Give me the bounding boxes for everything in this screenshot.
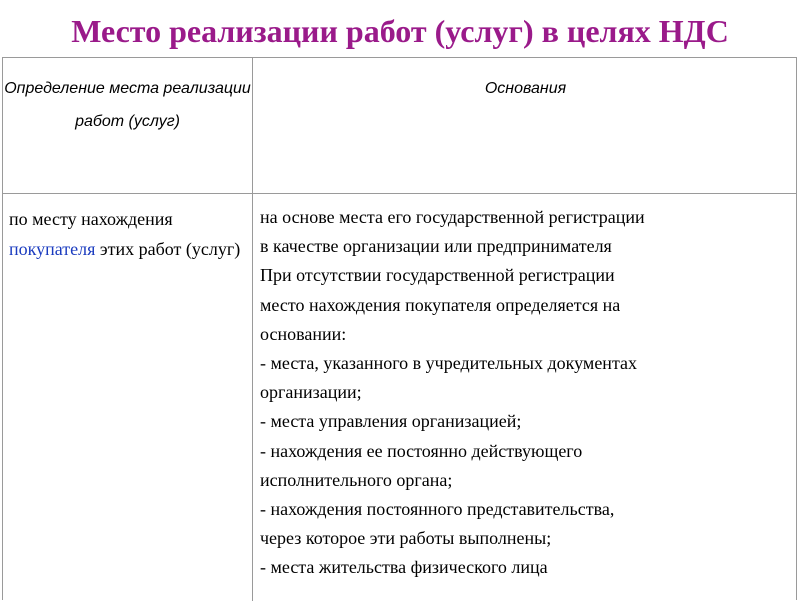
column-divider [252, 58, 253, 601]
header-cell-grounds: Основания [484, 80, 567, 97]
grounds-line: на основе места его государственной регистрации [260, 207, 645, 227]
definition-text-end: этих работ (услуг) [95, 239, 241, 259]
body-cell-grounds [260, 203, 795, 583]
definition-text-start: по месту нахождения [9, 209, 173, 229]
grounds-line: место нахождения покупателя определяется на [260, 294, 621, 315]
grounds-line: При отсутствии государственной регистрации [260, 265, 615, 286]
grounds-line: - нахождения ее постоянно действующего [260, 440, 583, 461]
header-cell-definition: Определение места реализации работ (услуг) [4, 80, 251, 130]
grounds-line: - нахождения постоянного представительства, [260, 499, 615, 520]
buyer-highlight: покупателя [9, 239, 96, 259]
grounds-line: организации; [260, 382, 362, 403]
grounds-line: - места, указанного в учредительных документах [260, 353, 638, 374]
body-cell-definition [9, 204, 249, 264]
grounds-line: - места управления организацией; [260, 411, 522, 432]
grounds-line: - места жительства физического лица [260, 557, 548, 578]
grounds-line: в качестве организации или предпринимателя [260, 236, 612, 257]
slide-title: Место реализации работ (услуг) в целях НДС [71, 13, 729, 49]
grounds-line: через которое эти работы выполнены; [260, 528, 552, 549]
table-header-row [3, 58, 796, 194]
grounds-table [2, 57, 797, 600]
grounds-line: исполнительного органа; [260, 469, 453, 490]
grounds-line: основании: [260, 323, 347, 344]
